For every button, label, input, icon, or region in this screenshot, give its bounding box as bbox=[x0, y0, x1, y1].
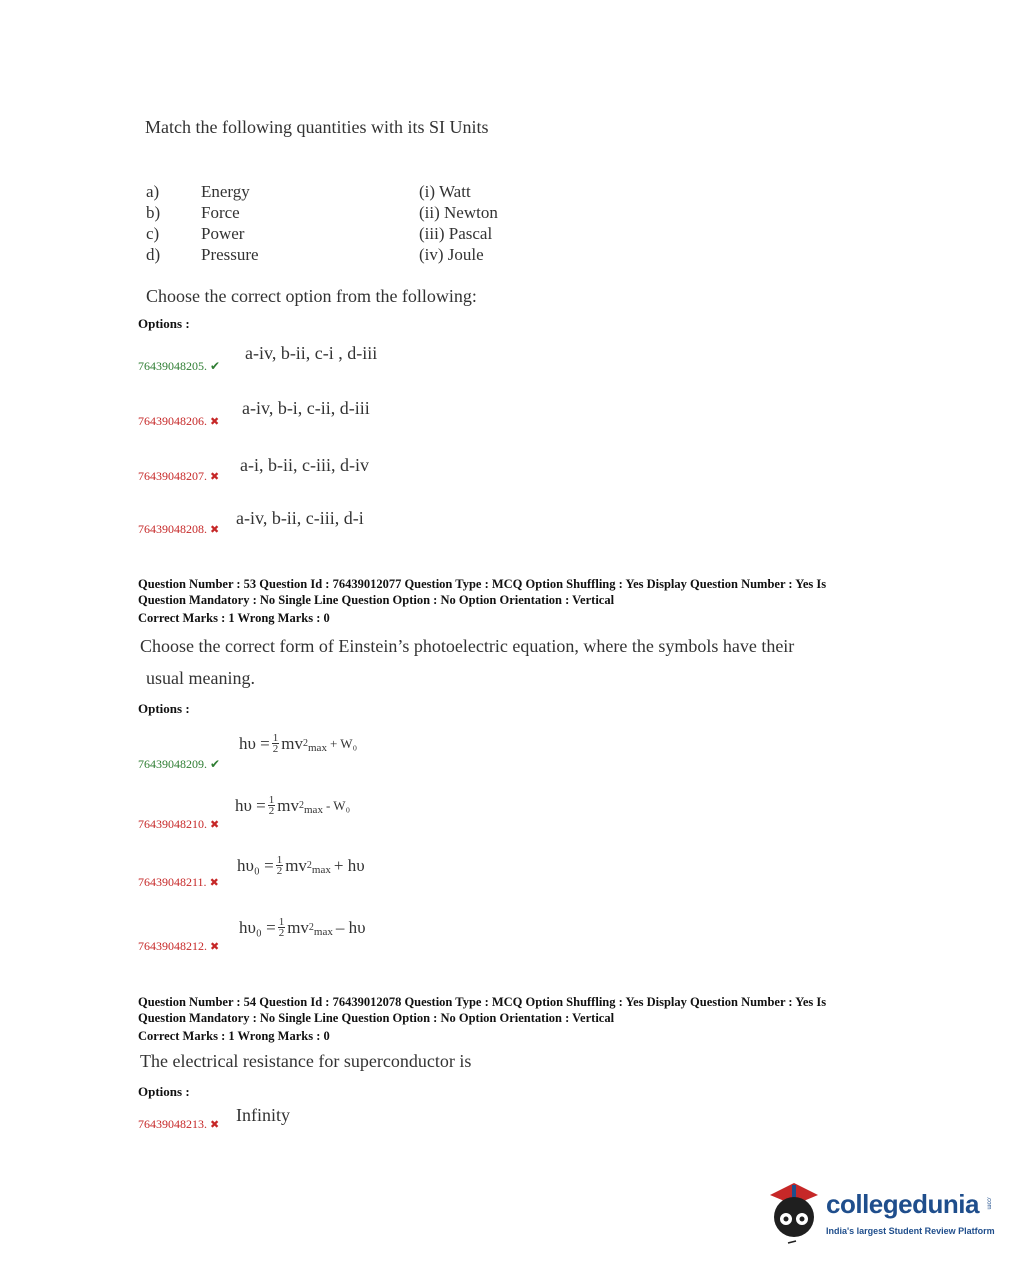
q52-instruction: Choose the correct option from the following: bbox=[146, 286, 477, 306]
option-row[interactable] bbox=[138, 755, 220, 773]
cross-icon: ✖ bbox=[209, 877, 219, 889]
match-letter: c) bbox=[146, 224, 160, 243]
formula-square: 2 bbox=[303, 738, 308, 749]
formula-max: max bbox=[304, 803, 323, 816]
fraction-denominator: 2 bbox=[278, 927, 285, 939]
option-formula[interactable] bbox=[237, 855, 365, 876]
fraction-denominator: 2 bbox=[268, 805, 275, 817]
option-row[interactable] bbox=[138, 1115, 219, 1133]
option-text[interactable]: a-iv, b-ii, c-i , d-iii bbox=[245, 343, 378, 363]
cross-icon: ✖ bbox=[210, 524, 220, 536]
formula-max: max bbox=[313, 925, 333, 938]
cross-icon: ✖ bbox=[210, 416, 220, 428]
option-id: 76439048213. bbox=[138, 1117, 207, 1131]
fraction-numerator: 1 bbox=[268, 794, 275, 806]
formula-lhs: hυ₀ = bbox=[237, 855, 274, 875]
q54-options-label: Options : bbox=[138, 1084, 190, 1099]
option-row[interactable] bbox=[138, 937, 219, 955]
option-row[interactable] bbox=[138, 357, 220, 375]
formula-mv: mv bbox=[287, 917, 309, 937]
formula-square: 2 bbox=[306, 860, 312, 871]
match-quantities bbox=[201, 181, 259, 265]
option-row[interactable] bbox=[138, 815, 219, 833]
option-text[interactable]: Infinity bbox=[236, 1105, 290, 1125]
option-text[interactable]: a-iv, b-ii, c-iii, d-i bbox=[236, 508, 364, 528]
formula-mv: mv bbox=[281, 733, 303, 753]
option-text[interactable]: a-iv, b-i, c-ii, d-iii bbox=[242, 398, 370, 418]
option-id: 76439048211. bbox=[138, 875, 207, 889]
q53-meta bbox=[138, 576, 826, 626]
half-fraction bbox=[272, 733, 280, 754]
formula-lhs: hυ = bbox=[235, 795, 266, 815]
match-unit: (i) Watt bbox=[419, 182, 471, 201]
formula-mv: mv bbox=[277, 795, 299, 815]
option-row[interactable] bbox=[138, 412, 219, 430]
option-row[interactable] bbox=[138, 520, 219, 538]
option-id: 76439048208. bbox=[138, 522, 207, 536]
logo-tagline: India's largest Student Review Platform bbox=[826, 1226, 995, 1236]
formula-rhs: – hυ bbox=[335, 917, 366, 937]
option-row[interactable] bbox=[138, 873, 219, 891]
option-id: 76439048206. bbox=[138, 414, 207, 428]
q54-meta bbox=[138, 994, 826, 1044]
match-quantity: Power bbox=[201, 224, 245, 243]
formula-mv: mv bbox=[285, 855, 307, 875]
meta-line: Correct Marks : 1 Wrong Marks : 0 bbox=[138, 1029, 330, 1043]
match-quantity: Pressure bbox=[201, 245, 259, 264]
meta-line: Question Number : 54 Question Id : 76439012078 Question Type : MCQ Option Shuffling : Yes Display Question Number : Yes Is bbox=[138, 995, 827, 1009]
option-text[interactable]: a-i, b-ii, c-iii, d-iv bbox=[240, 455, 369, 475]
option-row[interactable] bbox=[138, 467, 219, 485]
match-letter: a) bbox=[146, 182, 160, 201]
fraction-denominator: 2 bbox=[276, 865, 283, 877]
q53-options-label: Options : bbox=[138, 701, 190, 716]
formula-max: max bbox=[311, 863, 331, 876]
match-letter: b) bbox=[146, 203, 161, 222]
match-units bbox=[419, 181, 498, 265]
option-id: 76439048210. bbox=[138, 817, 207, 831]
match-letter: d) bbox=[146, 245, 161, 264]
formula-square: 2 bbox=[308, 922, 314, 933]
q53-question-line1: Choose the correct form of Einstein’s photoelectric equation, where the symbols have their bbox=[140, 636, 795, 656]
logo-domain: .com bbox=[985, 1196, 992, 1210]
check-icon: ✔ bbox=[210, 757, 221, 771]
meta-line: Question Number : 53 Question Id : 76439012077 Question Type : MCQ Option Shuffling : Yes Display Question Number : Yes Is bbox=[138, 577, 827, 591]
half-fraction bbox=[276, 855, 284, 876]
half-fraction bbox=[268, 795, 276, 816]
cross-icon: ✖ bbox=[210, 819, 220, 831]
option-formula[interactable] bbox=[239, 733, 357, 754]
fraction-numerator: 1 bbox=[278, 916, 285, 928]
formula-lhs: hυ₀ = bbox=[239, 917, 276, 937]
cross-icon: ✖ bbox=[210, 471, 220, 483]
formula-lhs: hυ = bbox=[239, 733, 270, 753]
meta-line: Question Mandatory : No Single Line Question Option : No Option Orientation : Vertical bbox=[138, 1011, 615, 1025]
option-id: 76439048209. bbox=[138, 757, 207, 771]
formula-square: 2 bbox=[299, 800, 304, 811]
meta-line: Question Mandatory : No Single Line Question Option : No Option Orientation : Vertical bbox=[138, 593, 615, 607]
match-letters bbox=[146, 181, 160, 265]
option-formula[interactable] bbox=[235, 795, 350, 816]
match-quantity: Force bbox=[201, 203, 240, 222]
cross-icon: ✖ bbox=[210, 1119, 220, 1131]
q52-options-label: Options : bbox=[138, 316, 190, 331]
formula-rhs: + W₀ bbox=[329, 735, 358, 751]
half-fraction bbox=[278, 917, 286, 938]
match-unit: (iv) Joule bbox=[419, 245, 484, 264]
option-id: 76439048205. bbox=[138, 359, 207, 373]
logo-wordmark: collegedunia bbox=[826, 1189, 979, 1219]
q53-question-line2: usual meaning. bbox=[146, 668, 255, 688]
fraction-numerator: 1 bbox=[272, 732, 279, 744]
formula-max: max bbox=[308, 741, 327, 754]
meta-line: Correct Marks : 1 Wrong Marks : 0 bbox=[138, 611, 330, 625]
formula-rhs: + hυ bbox=[333, 855, 365, 875]
match-quantity: Energy bbox=[201, 182, 250, 201]
formula-rhs: - W₀ bbox=[325, 797, 351, 813]
option-formula[interactable] bbox=[239, 917, 366, 938]
q54-question: The electrical resistance for superconductor is bbox=[140, 1051, 472, 1071]
cross-icon: ✖ bbox=[210, 941, 220, 953]
check-icon: ✔ bbox=[210, 359, 221, 373]
match-unit: (ii) Newton bbox=[419, 203, 498, 222]
q52-question: Match the following quantities with its SI Units bbox=[145, 117, 489, 137]
option-id: 76439048212. bbox=[138, 939, 207, 953]
match-unit: (iii) Pascal bbox=[419, 224, 493, 243]
fraction-denominator: 2 bbox=[272, 743, 279, 755]
option-id: 76439048207. bbox=[138, 469, 207, 483]
fraction-numerator: 1 bbox=[276, 854, 283, 866]
